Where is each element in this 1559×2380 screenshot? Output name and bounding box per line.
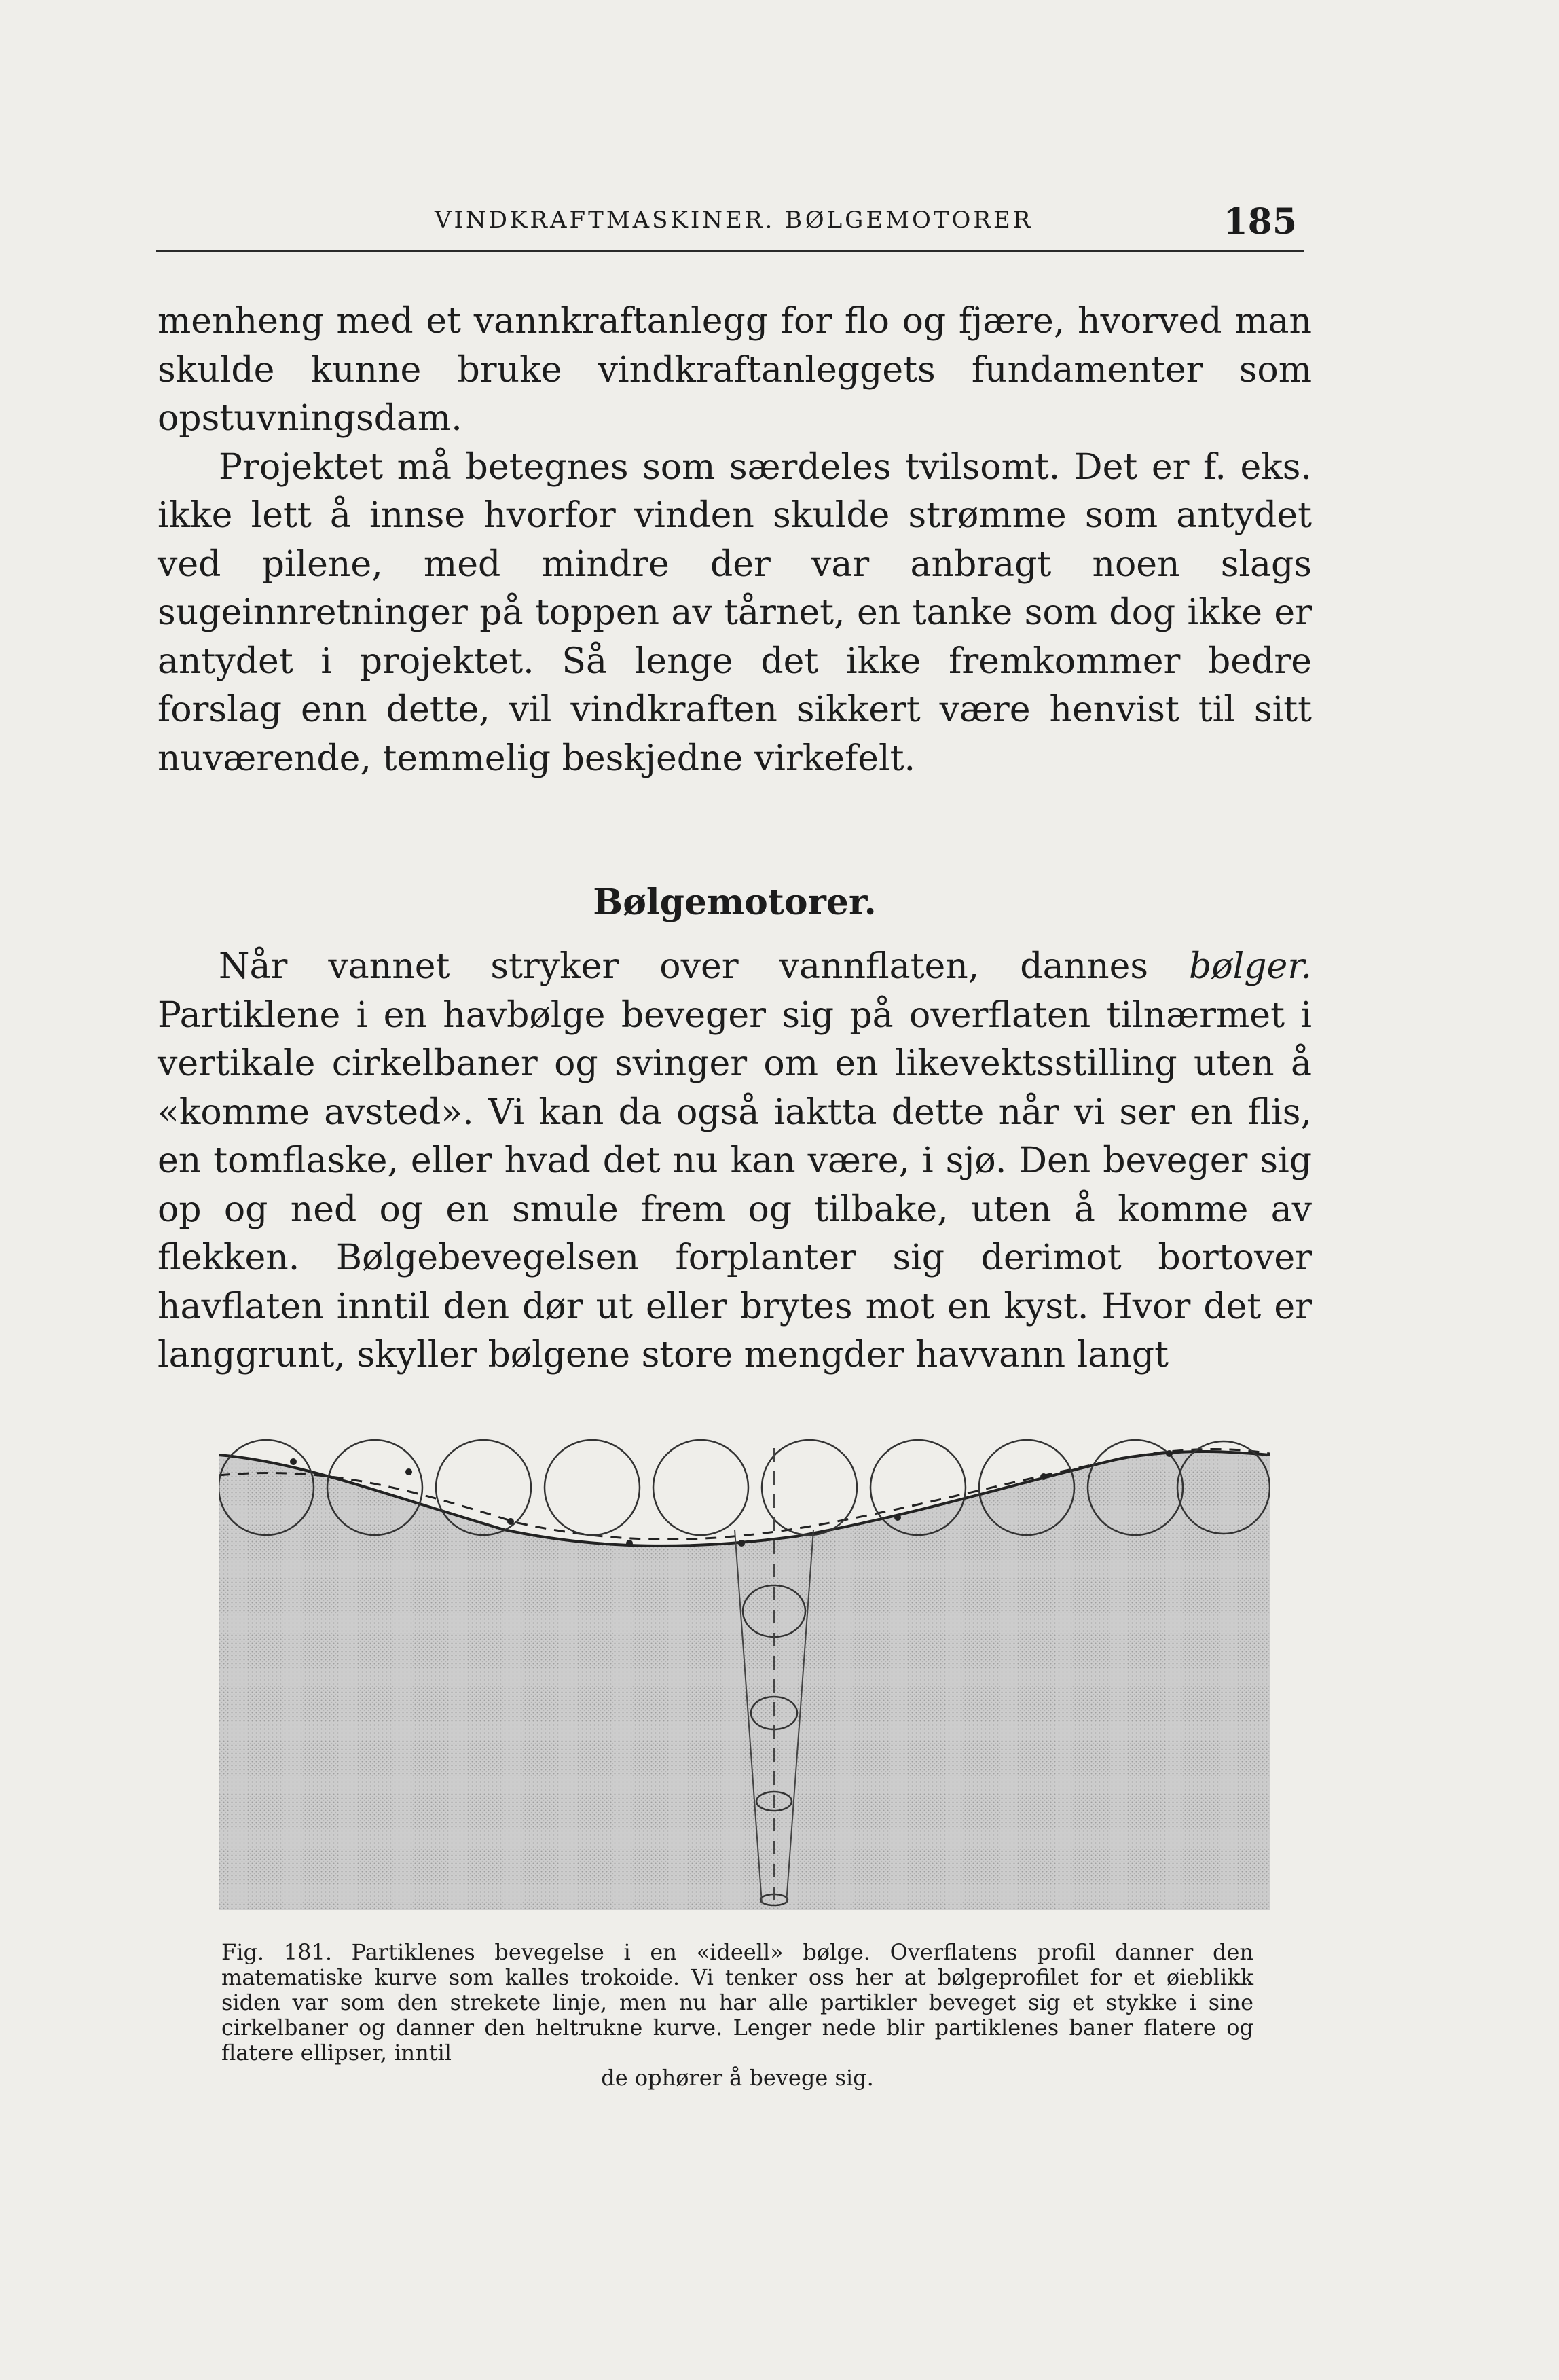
figure-wave-diagram	[219, 1435, 1270, 1910]
wave-diagram	[219, 1435, 1270, 1910]
page-number: 185	[1223, 201, 1297, 242]
paragraph-bolger-start: Når vannet stryker over vannflaten, dannes	[219, 946, 1190, 987]
running-head: VINDKRAFTMASKINER. BØLGEMOTORER	[435, 206, 1033, 234]
water-body	[219, 1452, 1270, 1910]
caption-last-line: de ophører å bevege sig.	[601, 2065, 874, 2091]
paragraph-continuation: menheng med et vannkraftanlegg for flo og fjære, hvorved man skulde kunne bruke vindkraftanleggets fundamenter som opstuvningsdam.	[158, 301, 1312, 439]
paragraph-projektet: Projektet må betegnes som særdeles tvilsomt. Det er f. eks. ikke lett å innse hvorfor vinden skulde strømme som antydet ved pilene, med mindre der var anbragt noen slags sugeinnretninger på toppen av tårnet, en tanke som dog ikke er antydet i projektet. Så lenge det ikke fremkommer bedre forslag enn dette, vil vindkraften sikkert være henvist til sitt nuværende, temmelig beskjedne virkefelt.	[158, 446, 1312, 779]
figure-caption	[221, 1940, 1253, 2091]
section-heading: Bølgemotorer.	[593, 882, 877, 923]
page-header	[156, 196, 1304, 252]
paragraph-bolger	[158, 943, 1312, 1380]
section-text	[158, 943, 1312, 1380]
paragraph-bolger-rest: Partiklene i en havbølge beveger sig på overflaten tilnærmet i vertikale cirkelbaner og svinger om en likevektsstilling uten å «komme avsted». Vi kan da også iaktta dette når vi ser en flis, en tomflaske, eller hvad det nu kan være, i sjø. Den beveger sig op og ned og en smule frem og tilbake, uten å komme av flekken. Bølgebevegelsen forplanter sig derimot bortover havflaten inntil den dør ut eller brytes mot en kyst. Hvor det er langgrunt, skyller bølgene store mengder havvann langt	[158, 994, 1312, 1375]
caption-text: Fig. 181. Partiklenes bevegelse i en «ideell» bølge. Overflatens profil danner den matematiske kurve som kalles trokoide. Vi tenker oss her at bølgeprofilet for et øieblikk siden var som den strekete linje, men nu har alle partikler beveget sig et stykke i sine cirkelbaner og danner den heltrukne kurve. Lenger nede blir partiklenes baner flatere og flatere ellipser, inntil	[221, 1939, 1253, 2066]
term-bolger: bølger.	[1189, 946, 1312, 987]
intro-text	[158, 298, 1312, 783]
